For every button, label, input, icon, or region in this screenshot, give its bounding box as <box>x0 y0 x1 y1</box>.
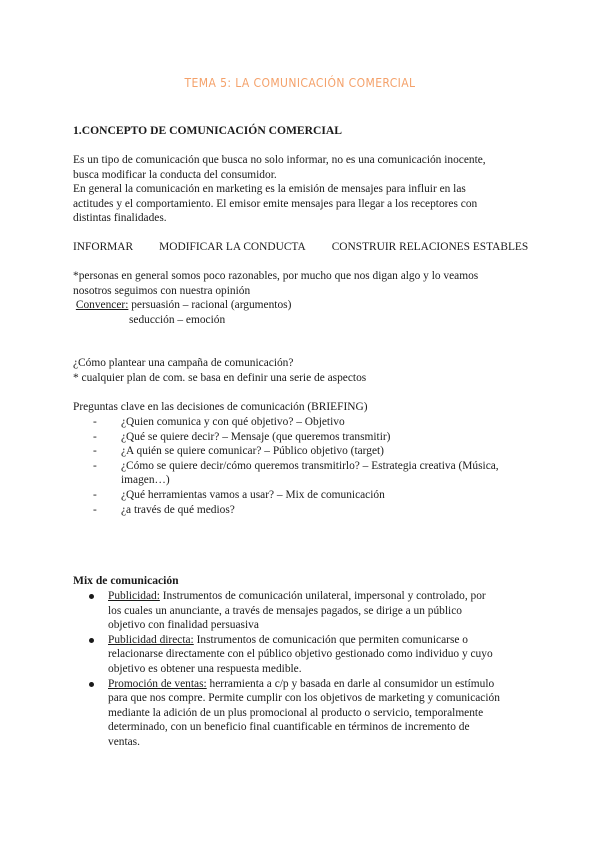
text-line: ¿Cómo se quiere decir/cómo queremos transmitirlo? – Estrategia creativa (Música, <box>121 459 499 472</box>
text-line: objetivo es obtener una respuesta medible. <box>108 662 302 675</box>
term: Publicidad: <box>108 590 160 602</box>
text-line: En general la comunicación en marketing es la emisión de mensajes para influir en las <box>73 183 466 196</box>
text-line: nosotros seguimos con nuestra opinión <box>73 284 251 297</box>
question-paragraph <box>73 356 366 385</box>
list-item: - ¿Qué herramientas vamos a usar? – Mix de comunicación <box>73 488 543 503</box>
bullet-icon <box>89 638 94 643</box>
note-paragraph <box>73 269 478 327</box>
text-line: los cuales un anunciante, a través de mensajes pagados, se dirige a un público <box>108 604 462 617</box>
text-line: distintas finalidades. <box>73 212 167 225</box>
convencer-line <box>73 298 478 313</box>
list-item <box>73 633 543 677</box>
term: Publicidad directa: <box>108 633 194 646</box>
text-line: ¿Cómo plantear una campaña de comunicación? <box>73 357 294 369</box>
text-line: actitudes y el comportamiento. El emisor emite mensajes para llegar a los receptores con <box>73 197 478 210</box>
objective-item: MODIFICAR LA CONDUCTA <box>159 241 306 253</box>
objective-item: CONSTRUIR RELACIONES ESTABLES <box>331 241 529 253</box>
list-item: - ¿Qué se quiere decir? – Mensaje (que queremos transmitir) <box>73 430 543 445</box>
page-title: TEMA 5: LA COMUNICACIÓN COMERCIAL <box>184 76 416 90</box>
convencer-text: persuasión – racional (argumentos) <box>128 299 292 312</box>
mix-heading: Mix de comunicación <box>73 574 179 587</box>
list-item <box>73 589 543 633</box>
text-line: objetivo con finalidad persuasiva <box>108 619 259 632</box>
list-item <box>73 677 543 750</box>
text-line: mediante la adición de un plus promocional al producto o servicio, temporalmente <box>108 706 484 719</box>
briefing-heading <box>73 400 368 415</box>
text-line: *personas en general somos poco razonables, por mucho que nos digan algo y lo veamos <box>73 270 479 282</box>
list-item: - ¿Quien comunica y con qué objetivo? – Objetivo <box>73 415 543 430</box>
text-line: relacionarse directamente con el público objetivo gestionado como individuo y cuyo <box>108 648 493 661</box>
list-item: - ¿A quién se quiere comunicar? – Público objetivo (target) <box>73 444 543 459</box>
bullet-icon <box>89 594 94 599</box>
text-line: Instrumentos de comunicación unilateral, impersonal y controlado, por <box>159 590 486 602</box>
text-line: imagen…) <box>121 474 170 487</box>
text-line: busca modificar la conducta del consumidor. <box>73 168 277 181</box>
text-line: Preguntas clave en las decisiones de comunicación (BRIEFING) <box>73 401 368 413</box>
text-line: Es un tipo de comunicación que busca no solo informar, no es una comunicación inocente, <box>73 154 486 166</box>
text-line: para que nos compre. Permite cumplir con los objetivos de marketing y comunicación <box>108 692 500 705</box>
list-item: - ¿a través de qué medios? <box>73 503 543 518</box>
objectives-row <box>73 240 528 255</box>
section-heading: 1.CONCEPTO DE COMUNICACIÓN COMERCIAL <box>73 124 343 137</box>
text-line: herramienta a c/p y basada en darle al consumidor un estímulo <box>206 677 495 690</box>
text-line: ventas. <box>108 735 140 748</box>
mix-list <box>73 589 543 750</box>
convencer-label: Convencer: <box>75 299 129 312</box>
text-line: seducción – emoción <box>129 313 226 326</box>
bullet-icon <box>89 682 94 687</box>
intro-paragraph <box>73 153 486 226</box>
objective-item: INFORMAR <box>73 241 134 253</box>
briefing-list <box>73 415 543 517</box>
text-line: determinado, con un beneficio final cuantificable en términos de incremento de <box>108 721 470 734</box>
text-line: * cualquier plan de com. se basa en definir una serie de aspectos <box>73 371 367 384</box>
text-line: Instrumentos de comunicación que permiten comunicarse o <box>193 633 468 646</box>
list-item <box>73 459 543 488</box>
term: Promoción de ventas: <box>108 677 207 690</box>
